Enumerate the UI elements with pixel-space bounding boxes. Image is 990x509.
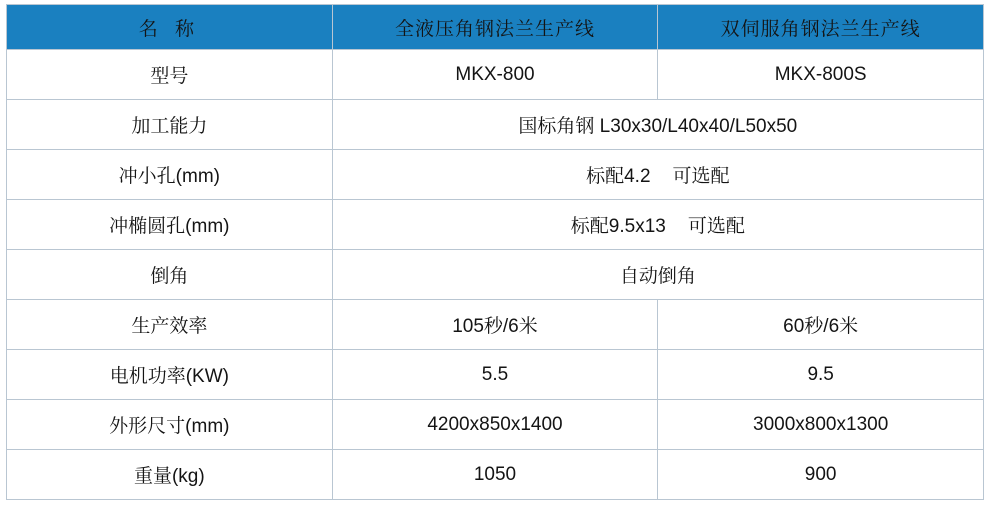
row-label-weight: 重量(kg) <box>7 450 333 500</box>
row-label-small-hole: 冲小孔(mm) <box>7 150 333 200</box>
cell-chamfer: 自动倒角 <box>332 250 983 300</box>
table-row <box>7 250 984 300</box>
row-label-model: 型号 <box>7 50 333 100</box>
table-row <box>7 400 984 450</box>
column-header-product-1: 全液压角钢法兰生产线 <box>332 5 658 50</box>
cell-efficiency-2: 60秒/6米 <box>658 300 984 350</box>
cell-efficiency-1: 105秒/6米 <box>332 300 658 350</box>
cell-weight-2: 900 <box>658 450 984 500</box>
column-header-product-2: 双伺服角钢法兰生产线 <box>658 5 984 50</box>
table-row <box>7 50 984 100</box>
cell-motor-power-2: 9.5 <box>658 350 984 400</box>
cell-dimensions-2: 3000x800x1300 <box>658 400 984 450</box>
column-header-name: 名 称 <box>7 5 333 50</box>
cell-motor-power-1: 5.5 <box>332 350 658 400</box>
cell-weight-1: 1050 <box>332 450 658 500</box>
table-header <box>7 5 984 50</box>
row-label-capacity: 加工能力 <box>7 100 333 150</box>
table-row <box>7 450 984 500</box>
cell-oval-hole-optional: 可选配 <box>687 216 745 237</box>
row-label-motor-power: 电机功率(KW) <box>7 350 333 400</box>
table-row <box>7 300 984 350</box>
cell-small-hole <box>332 150 983 200</box>
row-label-oval-hole: 冲椭圆孔(mm) <box>7 200 333 250</box>
cell-model-1: MKX-800 <box>332 50 658 100</box>
row-label-chamfer: 倒角 <box>7 250 333 300</box>
cell-dimensions-1: 4200x850x1400 <box>332 400 658 450</box>
table-row <box>7 100 984 150</box>
cell-model-2: MKX-800S <box>658 50 984 100</box>
table-header-row <box>7 5 984 50</box>
cell-capacity: 国标角钢 L30x30/L40x40/L50x50 <box>332 100 983 150</box>
specification-table <box>6 4 984 500</box>
table-row <box>7 150 984 200</box>
cell-small-hole-standard: 标配4.2 <box>586 166 651 187</box>
cell-oval-hole <box>332 200 983 250</box>
table-row <box>7 200 984 250</box>
row-label-dimensions: 外形尺寸(mm) <box>7 400 333 450</box>
cell-small-hole-optional: 可选配 <box>672 166 730 187</box>
table-row <box>7 350 984 400</box>
cell-oval-hole-standard: 标配9.5x13 <box>570 216 666 237</box>
row-label-efficiency: 生产效率 <box>7 300 333 350</box>
table-body <box>7 50 984 500</box>
